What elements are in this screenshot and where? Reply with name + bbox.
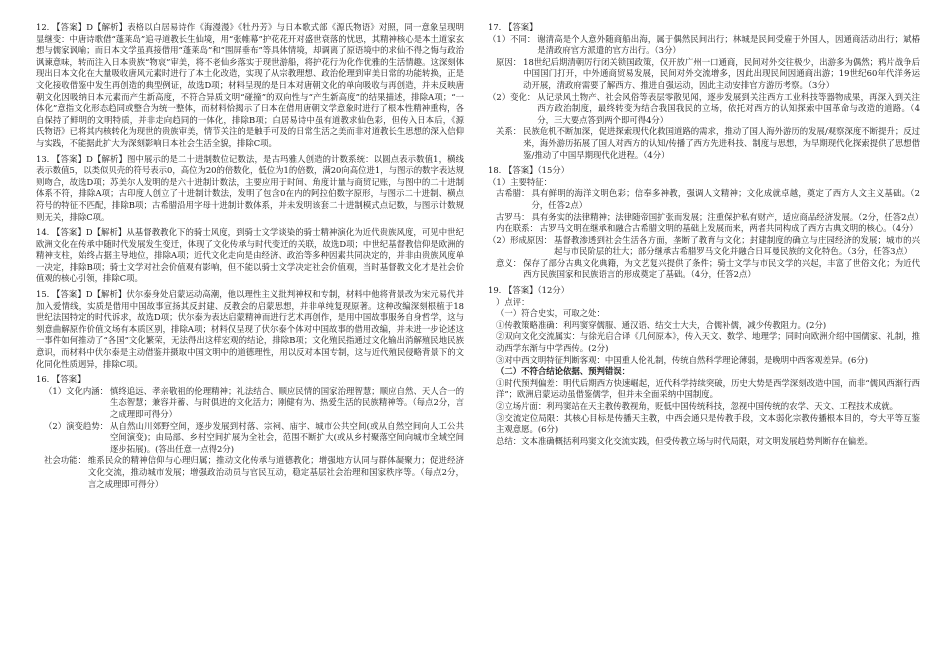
q19-line: ③交流定位局限：其核心目标是传播天主教，中西会通只是传教手段，文本弱化宗教传播根本目的，夸大平等互鉴主观意愿。(6分): [496, 412, 920, 435]
q17-relation-text: 民族危机不断加深，促进探索现代化救国道路的需求，推动了国人海外游历的发展/观察深度不断提升；反过来，海外游历拓展了国人对西方的认知/传播了西方先进科技、制度与思想，为早期现代化探索提供了思想借鉴/推动了中国早期现代化进程。（4分）: [523, 126, 920, 160]
q18-greece-text: 具有鲜明的海洋文明色彩；信奉多神教，强调人文精神；文化成就卓越，奠定了西方人文主义基础。（2分，任答2点）: [531, 188, 920, 210]
answer-q18-heading: 18. 【答案】（15分）: [488, 165, 570, 176]
q19-line: ）点评：: [496, 296, 530, 307]
q18-rome-label: 古罗马：: [496, 211, 530, 222]
q18-meaning-label: 意义：: [496, 257, 522, 268]
answer-q14: 14. 【答案】D【解析】从基督教教化下的骑士风度，到骑士文学谈染的骑士精神演化为近代贵族风度，可见中世纪欧洲文化在传承中随时代发展发生变迁，体现了文化传承与时代变迁的关联，故选D项；中世纪基督教信仰是欧洲的精神支柱，始终占据主导地位，排除A项；近代文化走向是由经济、政治等多种因素共同决定的，并非由贵族风度单一决定，排除B项；骑士文学对社会价值观有影响，但不能以骑士文学决定社会价值观，当时基督教文化才是社会价值观的核心引领，排除C项。: [36, 227, 464, 284]
q18-part2: [488, 235, 920, 258]
q18-part2-label: （2）形成原因：: [488, 234, 552, 245]
q17-part2: [488, 92, 920, 127]
q16-part3-label: 社会功能：: [44, 455, 86, 466]
q18-meaning-text: 保存了部分古典文化典籍，为文艺复兴提供了条件；骑士文学与市民文学的兴起，丰富了世俗文化；为近代西方民族国家和民族语言的形成奠定了基础。（4分，任答2点）: [523, 257, 920, 280]
q16-part2: [36, 421, 464, 456]
answer-q13: 13. 【答案】D【解析】图中展示的是二十进制数位记数法，是古玛雅人创造的计数系统：以圆点表示数值1，横线表示数值5，以类似贝壳的符号表示0，高位为20的倍数化，低位为1的倍数，满20向高位进1，与图示的数字表达规则吻合，故选D项；苏美尔人发明的是六十进制计数法，主要应用于时间、角度计量与商贸记账，与图中的二十进制体系不符，排除A项；古印度人创立了十进制计数法，发明了包含0在内的阿拉伯数字原形，与图示二十进制、横点符号的特征不匹配，排除B项；古希腊沿用字母十进制计数体系，并未发明该套二十进制模式点记数，与图示计数规则无关，排除C项。: [36, 153, 464, 222]
q17-part1: [488, 34, 920, 57]
q17-relation: [488, 126, 920, 161]
q18-link: [488, 223, 920, 235]
q16-part3-text: 维系民众的精神信仰与心理归属；推动文化传承与道德教化；增强地方认同与群体凝聚力；促进经济文化交流，推动城市发展；增强政治动员与官民互动，稳定基层社会治理和国家秩序等。（每点2分，言之成理即可得分）: [87, 455, 464, 489]
q17-part2-label: （2）变化：: [488, 91, 536, 102]
q17-reason-text: 18世纪后期清朝厉行闭关锁国政策，仅开放广州一口通商，民间对外交往极少，出游多为偶然；鸦片战争后中国国门打开，中外通商贸易发展，民间对外交流增多，因此出现民间因通商出游；19世纪60年代洋务运动开展，清政府需要了解西方、推进自强运动，因此主动安排官方游历考察。（3分）: [523, 56, 920, 90]
q16-part1-text: 慎终追远、孝亲敬祖的伦理精神；礼法结合、顺应民情的国家治理智慧；顺应自然、天人合一的生态智慧；兼容并蓄、与时俱进的文化活力；刚健有为、热爱生活的民族精神等。（每点2分，言之成理即可得分）: [109, 385, 464, 419]
q19-line: （一）符合史实，可取之处：: [496, 308, 605, 319]
q18-part2-text: 基督教渗透到社会生活各方面，垄断了教育与文化；封建制度的确立与庄园经济的发展；城市的兴起与市民阶层的壮大；部分继承古希腊罗马文化并融合日耳曼民族的文化特色。（3分，任答3点）: [553, 234, 920, 257]
q17-part1-text: 谢清高是个人意外随商船出海，属于偶然民间出行；林城是民间受雇于外国人，因通商活动出行；斌椿是清政府官方派遣的官方出行。（3分）: [537, 33, 920, 56]
q18-part1-label: （1）主要特征：: [488, 176, 552, 187]
q18-link-text: 古罗马文明在继承和融合古希腊文明的基础上发展而来，两者共同构成了西方古典文明的核心。（4分）: [539, 223, 918, 234]
q19-summary: 总结：文本准确概括利玛窦文化交流实践，但受传教立场与时代局限，对文明发展趋势判断存在偏差。: [496, 435, 873, 446]
q17-reason: [488, 57, 920, 92]
q18-greece-label: 古希腊：: [496, 188, 530, 199]
q16-part1: [36, 386, 464, 421]
q19-line: （二）不符合结论依据、预判错误：: [496, 366, 630, 377]
q18-greece: [488, 188, 920, 211]
q17-relation-label: 关系：: [496, 126, 522, 137]
answer-q15: 15. 【答案】D【解析】伏尔泰身处启蒙运动高潮，他以理性主义批判神权和专制，材料中他将背景改为宋元易代并加入爱情线，实质是借用中国故事宣扬其反封建、反教会的启蒙思想，并非单纯复现原著。这种改编深刻根植于18世纪法国特定的时代诉求，故选D项；伏尔泰为表达启蒙精神而进行艺术再创作，是用中国故事服务自身哲学，这与刻意曲解原作价值文场有本质区别，排除A项；材料仅呈现了伏尔泰个体对中国故事的借用改编，并未进一步论述这一事件如何推动了“各国”文化繁荣，无法得出这样宏观的结论，排除B项；文化殖民指通过文化输出消解殖民地民族意识，而材料中伏尔泰是主动借鉴并摄取中国文明中的道德理性，用以反对本国专制，这与近代殖民侵略背景下的文化同化性质迥异，排除C项。: [36, 289, 464, 369]
q18-meaning: [488, 258, 920, 281]
q16-part1-label: （1）文化内涵：: [44, 385, 108, 396]
answer-q19-heading: 19. 【答案】（12分）: [488, 285, 570, 296]
q16-part2-label: （2）演变趋势：: [44, 420, 108, 431]
q19-line: ①时代预判偏差：明代后期西方快速崛起，近代科学持续突破，历史大势是西学深刻改造中国，而非“儒风西渐行西洋”；欧洲启蒙运动虽借鉴儒学，但并未全面采纳中国制度。: [496, 377, 920, 400]
q16-part2-text: 从自然山川郊野空间，逐步发展到村落、宗祠、庙宇、城市公共空间(或从自然空间向人工公共空间演变)；由局部、乡村空间扩展为全社会，范围不断扩大(或从乡村聚落空间向城市全域空间逐步拓展)。(答出任意一点得2分): [109, 420, 464, 454]
q18-rome-text: 具有务实的法律精神；法律随帝国扩张而发展；注重保护私有财产，适应商品经济发展。（2分，任答2点）: [531, 211, 924, 222]
q19-line: ②双向文化交流属实：与徐光启合译《几何原本》，传入天文、数学、地理学；同时向欧洲介绍中国儒家、礼制，推动西学东渐与中学西传。(2分): [496, 331, 920, 354]
q16-part3: [36, 455, 464, 490]
q19-line: ②立场片面：利玛窦站在天主教传教视角，贬低中国传统科技，忽视中国传统的农学、天文、工程技术成就。: [496, 401, 898, 411]
q17-reason-label: 原因：: [496, 56, 522, 67]
left-column: [36, 22, 464, 490]
q18-link-label: 内在联系：: [496, 223, 538, 234]
answer-q12: 12. 【答案】D【解析】表格以白居易诗作《海漫漫》《牡丹芳》与日本歌式部《源氏物语》对照，同一意象呈现明显继变：中唐诗歌借“蓬莱岛”追寻道教长生仙境，用“张帷幕”护花花开对盛世衰落的忧思，其精神核心是本土道家玄想与儒家讽喻；而日本文学虽真接借用“蓬莱岛”和“围屏垂布”等具体情境，却调离了原语境中的求仙不得之悔与政治讽谏意味，转而注入日本贵族“物哀”审美，将不老仙乡落实于现世游船，将护花行为化作优雅的生活情趣。这深刻体现出日本文化在大量吸收唐风元素时进行了本土化改造，实现了从宗教理想、政治伦理到审美日常的功能转换，正是文化接收借鉴中发生再创造的典型例证，故选D项；材料呈现的是日本对唐朝文化的单向吸收与再创造，并未反映唐朝文化因吸纳日本元素而产生新高度，不符合异质文明“碰撞”的双向性与“产生新高度”的结果描述，排除A项；“一体化”意指文化形态趋同或整合为统一整体，而材料恰揭示了日本在借用唐朝文学意象时进行了根本性精神重构，各自保持了鲜明的文明特质，并非走向趋同的一体化，排除B项；白居易诗中虽有道教求仙色彩，但传入日本后，《源氏物语》已将其内核转化为现世的贵族审美，情节关注的是触手可及的日常生活之美而非对道教长生思想的深入信仰与实践，不能据此扩大为深刻影响日本社会生活全貌，排除C项。: [36, 22, 464, 148]
q19-line: ①传教策略准确：利玛窦穿儒服、通汉语、结交士大夫，合儒补儒，减少传教阻力。(2分): [496, 319, 827, 330]
answer-q17-heading: 17. 【答案】: [488, 22, 538, 32]
q18-rome: [488, 211, 924, 224]
q19-line: ③对中西文明特征判断客观：中国重人伦礼制，传统自然科学理论薄弱，是晚明中西客观差异。(6分): [496, 354, 868, 365]
answer-q16-heading: 16. 【答案】: [36, 374, 86, 385]
q17-part1-label: （1）不同：: [488, 33, 536, 44]
q17-part2-text: 从记录风土物产、社会风俗等表层零散见闻，逐步发展到关注西方工业科技等器物成果，再深入到关注西方政治制度，最终转变为结合我国我民的立场，依托对西方的认知探索中国革命与改造的道路。（4分，三大要点答到两个即可得4分）: [537, 91, 920, 125]
right-column: [488, 22, 924, 447]
